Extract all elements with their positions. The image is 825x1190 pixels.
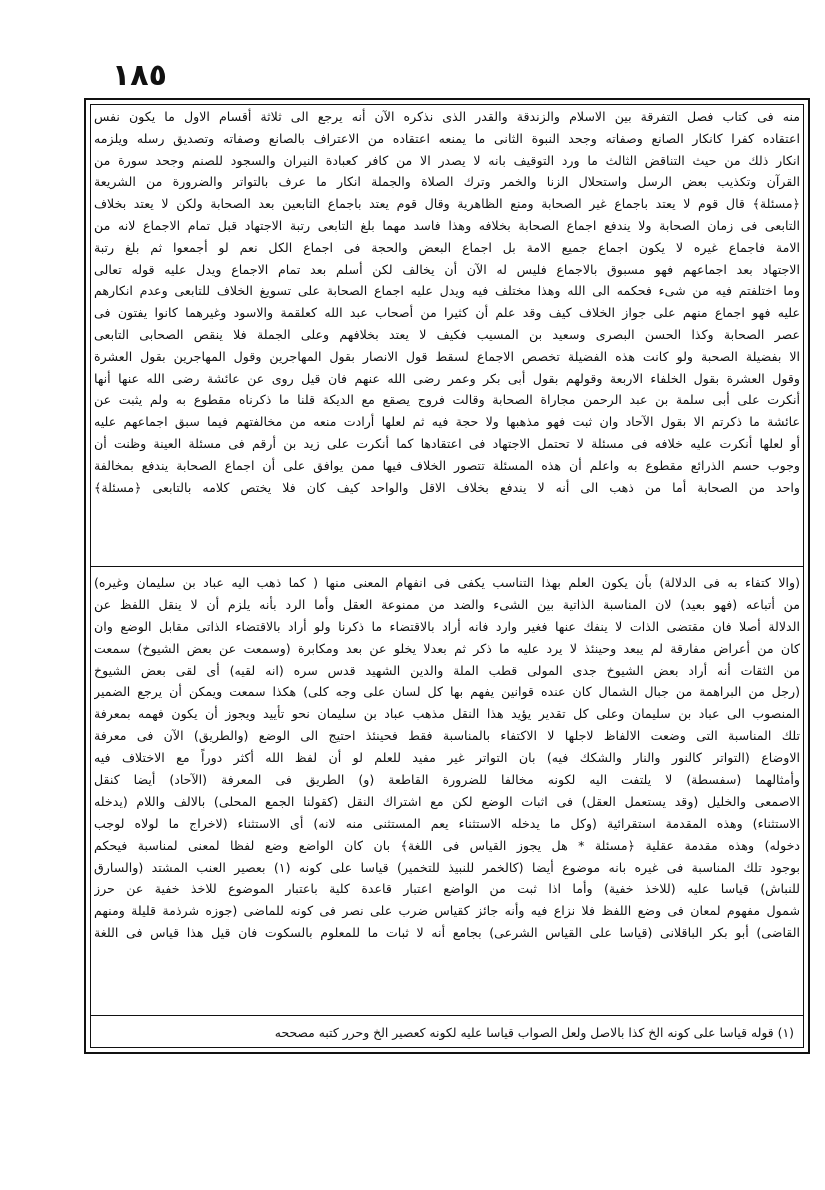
footnote: (١) قوله قياسا على كونه الخ كذا بالاصل ولعل الصواب قياسا عليه لكونه كعصير الخ وحرر كتبه مصححه (274, 1025, 794, 1040)
matn-line: ﴿مسئلة﴾ قال قوم لا يعتد باجماع غير الصحابة ومنع الظاهرية وقال قوم يعتد باجماع التابعين بعد الصحابة ولكن لا يعتد بخلاف (94, 196, 800, 212)
sharh-line: القاضى) أبو بكر الباقلانى (قياسا على القياس الشرعى) بجامع أنه لا ثبات ما للمعلوم بالسكوت فان قيل هذا قياس فى اللغة (94, 925, 800, 941)
sharh-line: للنباش) قياسا عليه (للاخذ خفية) وأما اذا ثبت من الواضع اعتبار قاعدة كلية باعتبار الموضوع للاخذ خفية عن حرز (94, 881, 800, 897)
matn-section (94, 106, 800, 564)
sharh-line: (والا كتفاء به فى الدلالة) بأن يكون العلم بهذا التناسب يكفى فى انفهام المعنى منها ( كما ذهب اليه عباد بن سليمان وغيره) (94, 575, 800, 590)
matn-line: اعتقاده كفرا كانكار الصانع وصفاته وجحد النبوة الثانى ما يمنعه اعتقاده من الاعتراف بالصانع وصفاته وتصديق رسله ويلزمه (94, 130, 800, 146)
matn-line: أنكرت على أبى سلمة بن عبد الرحمن مجاراة الصحابة وقالت فروج يصقع مع الديكة قلنا ما ذكرناه مقطوع به ولم يثبت عن (94, 392, 800, 408)
page-number: ١٨٥ (112, 58, 167, 93)
sharh-line: تلك المناسبة التى وضعت الالفاظ لاجلها لا الاكتفاء بالمناسبة فقط فحينئذ احتيج الى الوضع (والطريق) الآن فى معرفة (94, 728, 800, 744)
matn-line: الامة فاجماع غيره لا يكون اجماع جميع الامة بل اجماع البعض والحجة فى اجماع الكل نعم لو أجمعوا ثم بلغ رتبة (94, 239, 800, 255)
text-frame (84, 98, 810, 1054)
matn-line: عليه فهو اجماع منهم على جواز الخلاف كيف وقد علم أن كثيرا من أصحاب عبد الله كعلقمة والاسود وغيرهما كانوا يفتون فى (94, 305, 800, 321)
matn-line: وقول العشرة بقول الخلفاء الاربعة وقولهم بقول أبى بكر وعمر رضى الله عنهم فان قيل روى عن عائشة رضى الله عنها أنها (94, 370, 800, 386)
sharh-line: من أتباعه (فهو بعيد) لان المناسبة الذاتية بين الشىء والضد من ممنوعة العقل وأما الرد بأنه يلزم أن لا ينقل اللفظ عن (94, 596, 800, 612)
matn-line: التابعى فى زمان الصحابة ولا يندفع اجماع الصحابة بخلافه وهذا فاسد مهما بلغ التابعى رتبة الاجتهاد قبل تمام الاجماع لانه من (94, 217, 800, 233)
sharh-line: الدلالة أصلا فان مقتضى الذات لا ينفك عنها فغير وارد فانه أراد بالاقتضاء ما ذكرنا ولو أراد بالاقتضاء الذاتى مقابل الوضع وان (94, 618, 800, 634)
matn-line: عائشة ما ذكرتم الا بقول الآحاد وان ثبت فهو مذهبها ولا حجة فيه ثم لعلها أرادت منعه من مخالفتهم فيما سبق اجماعهم عليه (94, 414, 800, 430)
matn-line: القرآن وتكذيب بعض الرسل واستحلال الزنا والخمر وترك الصلاة والجملة انكار ما عرف بالتواتر والضرورة من الشريعة (94, 174, 800, 190)
matn-line: أو لعلها أنكرت عليه خلافه فى مسئلة لا تحتمل الاجتهاد فى اعتقادها كما أنكرت على زيد بن أرقم فى مسئلة العينة وظنت أن (94, 435, 800, 451)
sharh-line: من الثقات أنه أراد بعض الشيوخ جدى المولى قطب الملة والدين الشهيد قدس سره (انه لقيه) أى لقى بعض الشيوخ (94, 662, 800, 678)
matn-line: الا بفضيلة الصحبة ولو كانت هذه الفضيلة تخصص الاجماع لسقط قول الانصار بقول المهاجرين وقول المهاجرين بقول العشرة (94, 348, 800, 364)
sharh-line: شمول مفهوم لمعان فى وضع اللفظ فلا نزاع فيه وأنه جائز كقياس ضرب على نصر فى كونه للماضى (جوزه شرذمة قليلة ومنهم (94, 903, 800, 919)
matn-line: واحد من الصحابة أما من ذهب الى أنه لا يندفع بخلاف الاقل والواحد كيف كان فلا يختص كلامه بالتابعى ﴿مسئلة﴾ (94, 479, 800, 495)
sharh-line: دخوله) وهذه مقدمة عقلية ﴿مسئلة * هل يجوز القياس فى اللغة﴾ بان كان الواضع وضع لفظا لمعنى لمناسبة فيحكم (94, 837, 800, 853)
sharh-line: المنصوب الى عباد بن سليمان وعلى كل تقدير يؤيد هذا النقل مذهب عباد بن سليمان نحو تأييد ويجوز أن يكون فهمه بمعرفة (94, 706, 800, 722)
sharh-line: وأمثالهما (سفسطة) لا يلتفت اليه لكونه مخالفا للضرورة القاطعة (و) الطريق فى المعرفة (الآحاد) أيضا كنقل (94, 772, 800, 788)
matn-line: انكار ذلك من حيث التناقض الثالث ما ورد التوقيف بانه لا يصدر الا من كافر كعبادة النيران والسجود للصنم وجحد سورة من (94, 152, 800, 168)
matn-line: الاجتهاد بعد اجماعهم فهو مسبوق بالاجماع فليس له الآن أن يخالف لكن أسلم بعد تمام الاجماع ويدل عليه قوله تعالى (94, 261, 800, 277)
sharh-line: بوجود تلك المناسبة فى غيره بانه موضوع أيضا (كالخمر للنبيذ للتخمير) قياسا على كونه (١) بعصير العنب المشتد (والسارق (94, 859, 800, 875)
sharh-line: كان من أعراض مفارقة لم يبعد وحينئذ لا يرد عليه ما ذكر ثم بعدلا يخلو عن بعد ومكابرة (وسمعت عن بعض الشيوخ) سمعت (94, 640, 800, 656)
matn-line: عصر الصحابة وكذا الحسن البصرى وسعيد بن المسيب فكيف لا يعتد بخلافهم وعلى الجملة فلا ينقص الصحابى التابعى (94, 326, 800, 342)
sharh-line: الاصمعى والخليل (وقد يستعمل العقل) فى اثبات الوضع لكن مع اشتراك النقل (كقولنا الجمع المحلى) بالالف واللام (يدخله (94, 793, 800, 809)
section-divider (90, 566, 804, 567)
sharh-section (94, 572, 800, 1012)
sharh-line: الاستثناء) وهذه المقدمة استقرائية (وكل ما يدخله الاستثناء يعم المستثنى منه لانه) أى الاستثناء (لاخراج ما لولاه لوجب (94, 815, 800, 831)
footnote-rule (90, 1015, 804, 1016)
sharh-line: (رجل من البراهمة من جبال الشمال كان عنده قوانين يفهم بها كل لسان على وجه كلى) هكذا سمعت ويمكن أن يرجع الضمير (94, 684, 800, 700)
sharh-line: الاوضاع (التواتر كالنور والنار والشكك فيه) بان التواتر غير مفيد للعلم لو أن لفظ الله أكثر دوراً مع الاختلاف فيه (94, 750, 800, 766)
matn-line: منه فى كتاب فصل التفرقة بين الاسلام والزندقة والقدر الذى نذكره الآن أنه يرجع الى ثلاثة أقسام الاول ما يكون نفس (94, 109, 800, 124)
matn-line: وجوب حسم الذرائع مقطوع به واعلم أن هذه المسئلة تتصور الخلاف فيها ممن يوافق على أن اجماع الصحابة يندفع بمخالفة (94, 457, 800, 473)
matn-line: وما اختلفتم فيه من شىء فحكمه الى الله وهذا مختلف فيه ويدل عليه اجماع الصحابة على تسويغ الخلاف للتابعى وعدم انكارهم (94, 283, 800, 299)
